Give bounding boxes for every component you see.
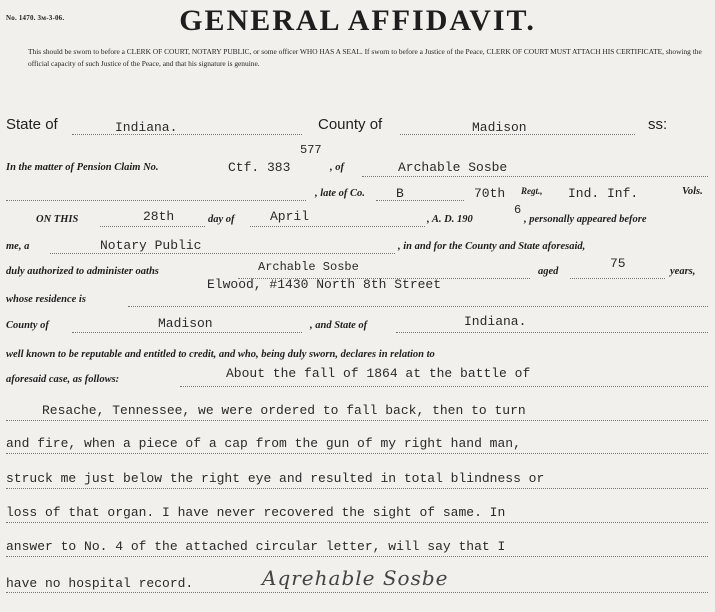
affiant-signature: Aqrehable Sosbe xyxy=(262,566,449,590)
authorized-label: duly authorized to administer oaths xyxy=(6,266,159,277)
instructions: This should be sworn to before a CLERK OF COURT, NOTARY PUBLIC, or some officer WHO HAS A SEAL. If sworn to before a Justice of the Peace, CLERK OF COURT MUST ATTACH HIS CERTIFICATE, showing the official capacity of such Justice of the Peace, and that his signature is genuine. xyxy=(28,47,702,68)
ad-label: , A. D. 190 xyxy=(427,214,473,225)
statement-line: and fire, when a piece of a cap from the gun of my right hand man, xyxy=(6,436,521,451)
claimant-name: Archable Sosbe xyxy=(398,160,508,175)
unit: Ind. Inf. xyxy=(568,186,639,201)
county-label: County of xyxy=(318,116,383,133)
me-a-label: me, a xyxy=(6,241,30,252)
res-state-label: , and State of xyxy=(310,320,368,331)
residence-address: Elwood, #1430 North 8th Street xyxy=(207,277,442,292)
state-label: State of xyxy=(6,116,58,133)
statement-line: loss of that organ. I have never recovered the sight of same. In xyxy=(6,505,506,520)
declaration-line2: aforesaid case, as follows: xyxy=(6,374,120,385)
res-county: Madison xyxy=(158,316,213,331)
officer-title: Notary Public xyxy=(100,238,202,253)
statement-line: Resache, Tennessee, we were ordered to fall back, then to turn xyxy=(42,403,526,418)
for-county-label: , in and for the County and State aforesaid, xyxy=(398,241,586,252)
year-digit: 6 xyxy=(514,203,522,217)
date-day: 28th xyxy=(143,209,175,224)
claim-number: Ctf. 383 xyxy=(228,160,291,175)
statement-line: About the fall of 1864 at the battle of xyxy=(226,366,531,381)
regiment: 70th xyxy=(474,186,506,201)
day-of-label: day of xyxy=(208,214,235,225)
claim-label: In the matter of Pension Claim No. xyxy=(6,162,159,173)
statement-line: struck me just below the right eye and resulted in total blindness or xyxy=(6,471,545,486)
statement-line: have no hospital record. xyxy=(6,576,194,591)
county-value: Madison xyxy=(472,120,527,135)
ss-label: ss: xyxy=(648,116,668,133)
res-state: Indiana. xyxy=(464,314,527,329)
regt-label: Regt., xyxy=(521,186,543,196)
claim-number-sup: 577 xyxy=(300,143,322,157)
of-label: , of xyxy=(330,162,344,173)
years-label: years, xyxy=(670,266,696,277)
on-this-label: ON THIS xyxy=(36,214,79,225)
statement-line: answer to No. 4 of the attached circular letter, will say that I xyxy=(6,539,506,554)
aged-label: aged xyxy=(538,266,559,277)
vols-label: Vols. xyxy=(682,186,703,197)
page-title: GENERAL AFFIDAVIT. xyxy=(179,4,536,37)
affiant-age: 75 xyxy=(610,256,626,271)
res-county-label: County of xyxy=(6,320,49,331)
residence-label: whose residence is xyxy=(6,294,86,305)
date-month: April xyxy=(270,209,310,224)
appeared-label: , personally appeared before xyxy=(524,214,647,225)
declaration-line1: well known to be reputable and entitled to credit, and who, being duly sworn, declares in relation to xyxy=(6,349,435,360)
company: B xyxy=(396,186,404,201)
form-number: No. 1470. 3м-3-06. xyxy=(6,14,65,22)
affiant-name: Archable Sosbe xyxy=(258,260,359,274)
state-value: Indiana. xyxy=(115,120,178,135)
late-of-label: , late of Co. xyxy=(315,188,365,199)
